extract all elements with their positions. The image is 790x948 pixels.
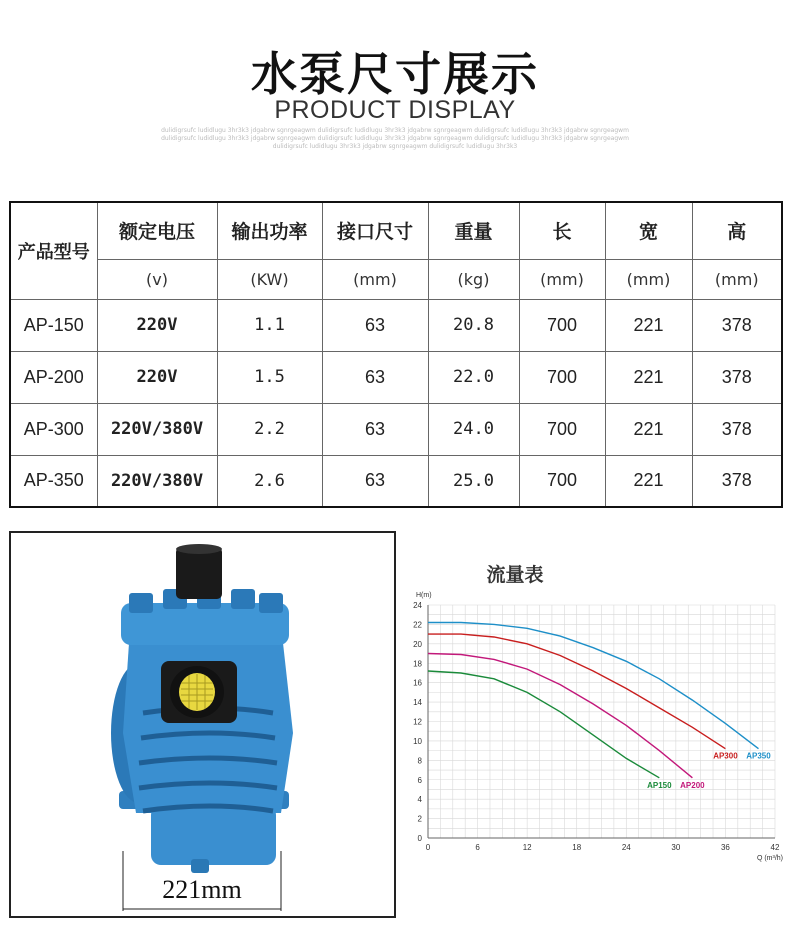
flow-chart xyxy=(395,585,787,875)
cell-voltage: 220V/380V xyxy=(97,455,217,507)
header-port-size: 接口尺寸 xyxy=(322,202,428,259)
cell-weight: 22.0 xyxy=(428,351,519,403)
unit-length: (mm) xyxy=(519,259,605,299)
cell-length: 700 xyxy=(519,351,605,403)
table-row xyxy=(10,403,782,455)
cell-height: 378 xyxy=(692,455,782,507)
y-tick-label: 14 xyxy=(413,698,422,708)
x-tick-label: 0 xyxy=(425,843,431,852)
cell-weight: 20.8 xyxy=(428,299,519,351)
spec-table xyxy=(9,201,783,508)
cell-width: 221 xyxy=(605,299,692,351)
series-label-ap300: AP300 xyxy=(713,751,738,761)
cell-voltage: 220V xyxy=(97,351,217,403)
cell-model: AP-200 xyxy=(10,351,97,403)
series-label-ap200: AP200 xyxy=(680,780,705,790)
x-tick-label: 36 xyxy=(720,843,730,852)
x-axis-label: Q (m³/h) xyxy=(756,855,783,862)
pump-photo-frame xyxy=(9,531,396,918)
y-tick-label: 20 xyxy=(413,639,422,649)
cell-weight: 25.0 xyxy=(428,455,519,507)
cell-port-size: 63 xyxy=(322,351,428,403)
y-tick-label: 24 xyxy=(413,601,422,610)
header-voltage: 额定电压 xyxy=(97,202,217,259)
chart-title: 流量表 xyxy=(486,564,544,586)
header-weight: 重量 xyxy=(428,202,519,259)
y-tick-label: 8 xyxy=(417,756,422,766)
series-line-ap200 xyxy=(428,654,692,778)
cell-power: 2.6 xyxy=(217,455,322,507)
y-axis-label: H(m) xyxy=(416,592,432,599)
y-tick-label: 0 xyxy=(417,834,422,843)
series-label-ap350: AP350 xyxy=(746,751,771,761)
cell-voltage: 220V xyxy=(97,299,217,351)
x-tick-label: 12 xyxy=(522,843,532,852)
cell-port-size: 63 xyxy=(322,455,428,507)
page-title-cn: 水泵尺寸展示 xyxy=(251,47,539,101)
cell-height: 378 xyxy=(692,351,782,403)
table-row xyxy=(10,351,782,403)
page-title-en: PRODUCT DISPLAY xyxy=(274,96,516,124)
cell-power: 1.5 xyxy=(217,351,322,403)
cell-model: AP-350 xyxy=(10,455,97,507)
cell-model: AP-300 xyxy=(10,403,97,455)
unit-width: (mm) xyxy=(605,259,692,299)
unit-voltage: (v) xyxy=(97,259,217,299)
cell-length: 700 xyxy=(519,299,605,351)
x-tick-label: 18 xyxy=(572,843,582,852)
y-tick-label: 16 xyxy=(413,678,422,688)
series-label-ap150: AP150 xyxy=(647,780,672,790)
unit-weight: (kg) xyxy=(428,259,519,299)
y-tick-label: 22 xyxy=(413,620,422,630)
x-tick-label: 24 xyxy=(621,843,631,852)
unit-height: (mm) xyxy=(692,259,782,299)
cell-power: 1.1 xyxy=(217,299,322,351)
y-tick-label: 4 xyxy=(417,795,422,805)
table-row xyxy=(10,299,782,351)
header-length: 长 xyxy=(519,202,605,259)
cell-power: 2.2 xyxy=(217,403,322,455)
cell-voltage: 220V/380V xyxy=(97,403,217,455)
cell-width: 221 xyxy=(605,455,692,507)
cell-model: AP-150 xyxy=(10,299,97,351)
y-tick-label: 12 xyxy=(413,717,422,727)
cell-length: 700 xyxy=(519,455,605,507)
y-tick-label: 18 xyxy=(413,659,422,669)
y-tick-label: 2 xyxy=(417,814,422,824)
cell-port-size: 63 xyxy=(322,299,428,351)
unit-port-size: (mm) xyxy=(322,259,428,299)
cell-length: 700 xyxy=(519,403,605,455)
header-power: 输出功率 xyxy=(217,202,322,259)
y-tick-label: 6 xyxy=(417,775,422,785)
y-tick-label: 10 xyxy=(413,736,422,746)
x-tick-label: 30 xyxy=(671,843,681,852)
cell-height: 378 xyxy=(692,403,782,455)
fine-print-text: dulidigrsufc ludidlugu 3hr3k3 jdgabrw sgnrgeagwm dulidigrsufc ludidlugu 3hr3k3 jdgabrw sgnrgeagwm dulidigrsufc ludidlugu 3hr3k3 jdgabrw sgnrgeagwm dulidigrsufc ludidlugu 3hr3k3 jdgabrw sgnrgeagwm dulidigrsufc ludidlugu 3hr3k3 jdgabrw sgnrgeagwm dulidigrsufc ludidlugu 3hr3k3 jdgabrw sgnrgeagwm dulidigrsufc ludidlugu 3hr3k3 jdgabrw sgnrgeagwm dulidigrsufc ludidlugu 3hr3k3 xyxy=(161,127,629,150)
header-width: 宽 xyxy=(605,202,692,259)
cell-width: 221 xyxy=(605,403,692,455)
model-header: 产品型号 xyxy=(10,202,97,299)
x-tick-label: 42 xyxy=(770,843,780,852)
cell-width: 221 xyxy=(605,351,692,403)
x-tick-label: 6 xyxy=(475,843,480,852)
dimension-label: 221mm xyxy=(162,875,242,904)
cell-height: 378 xyxy=(692,299,782,351)
header-height: 高 xyxy=(692,202,782,259)
table-row xyxy=(10,455,782,507)
cell-port-size: 63 xyxy=(322,403,428,455)
unit-power: (KW) xyxy=(217,259,322,299)
cell-weight: 24.0 xyxy=(428,403,519,455)
dimension-annotation xyxy=(123,853,281,905)
